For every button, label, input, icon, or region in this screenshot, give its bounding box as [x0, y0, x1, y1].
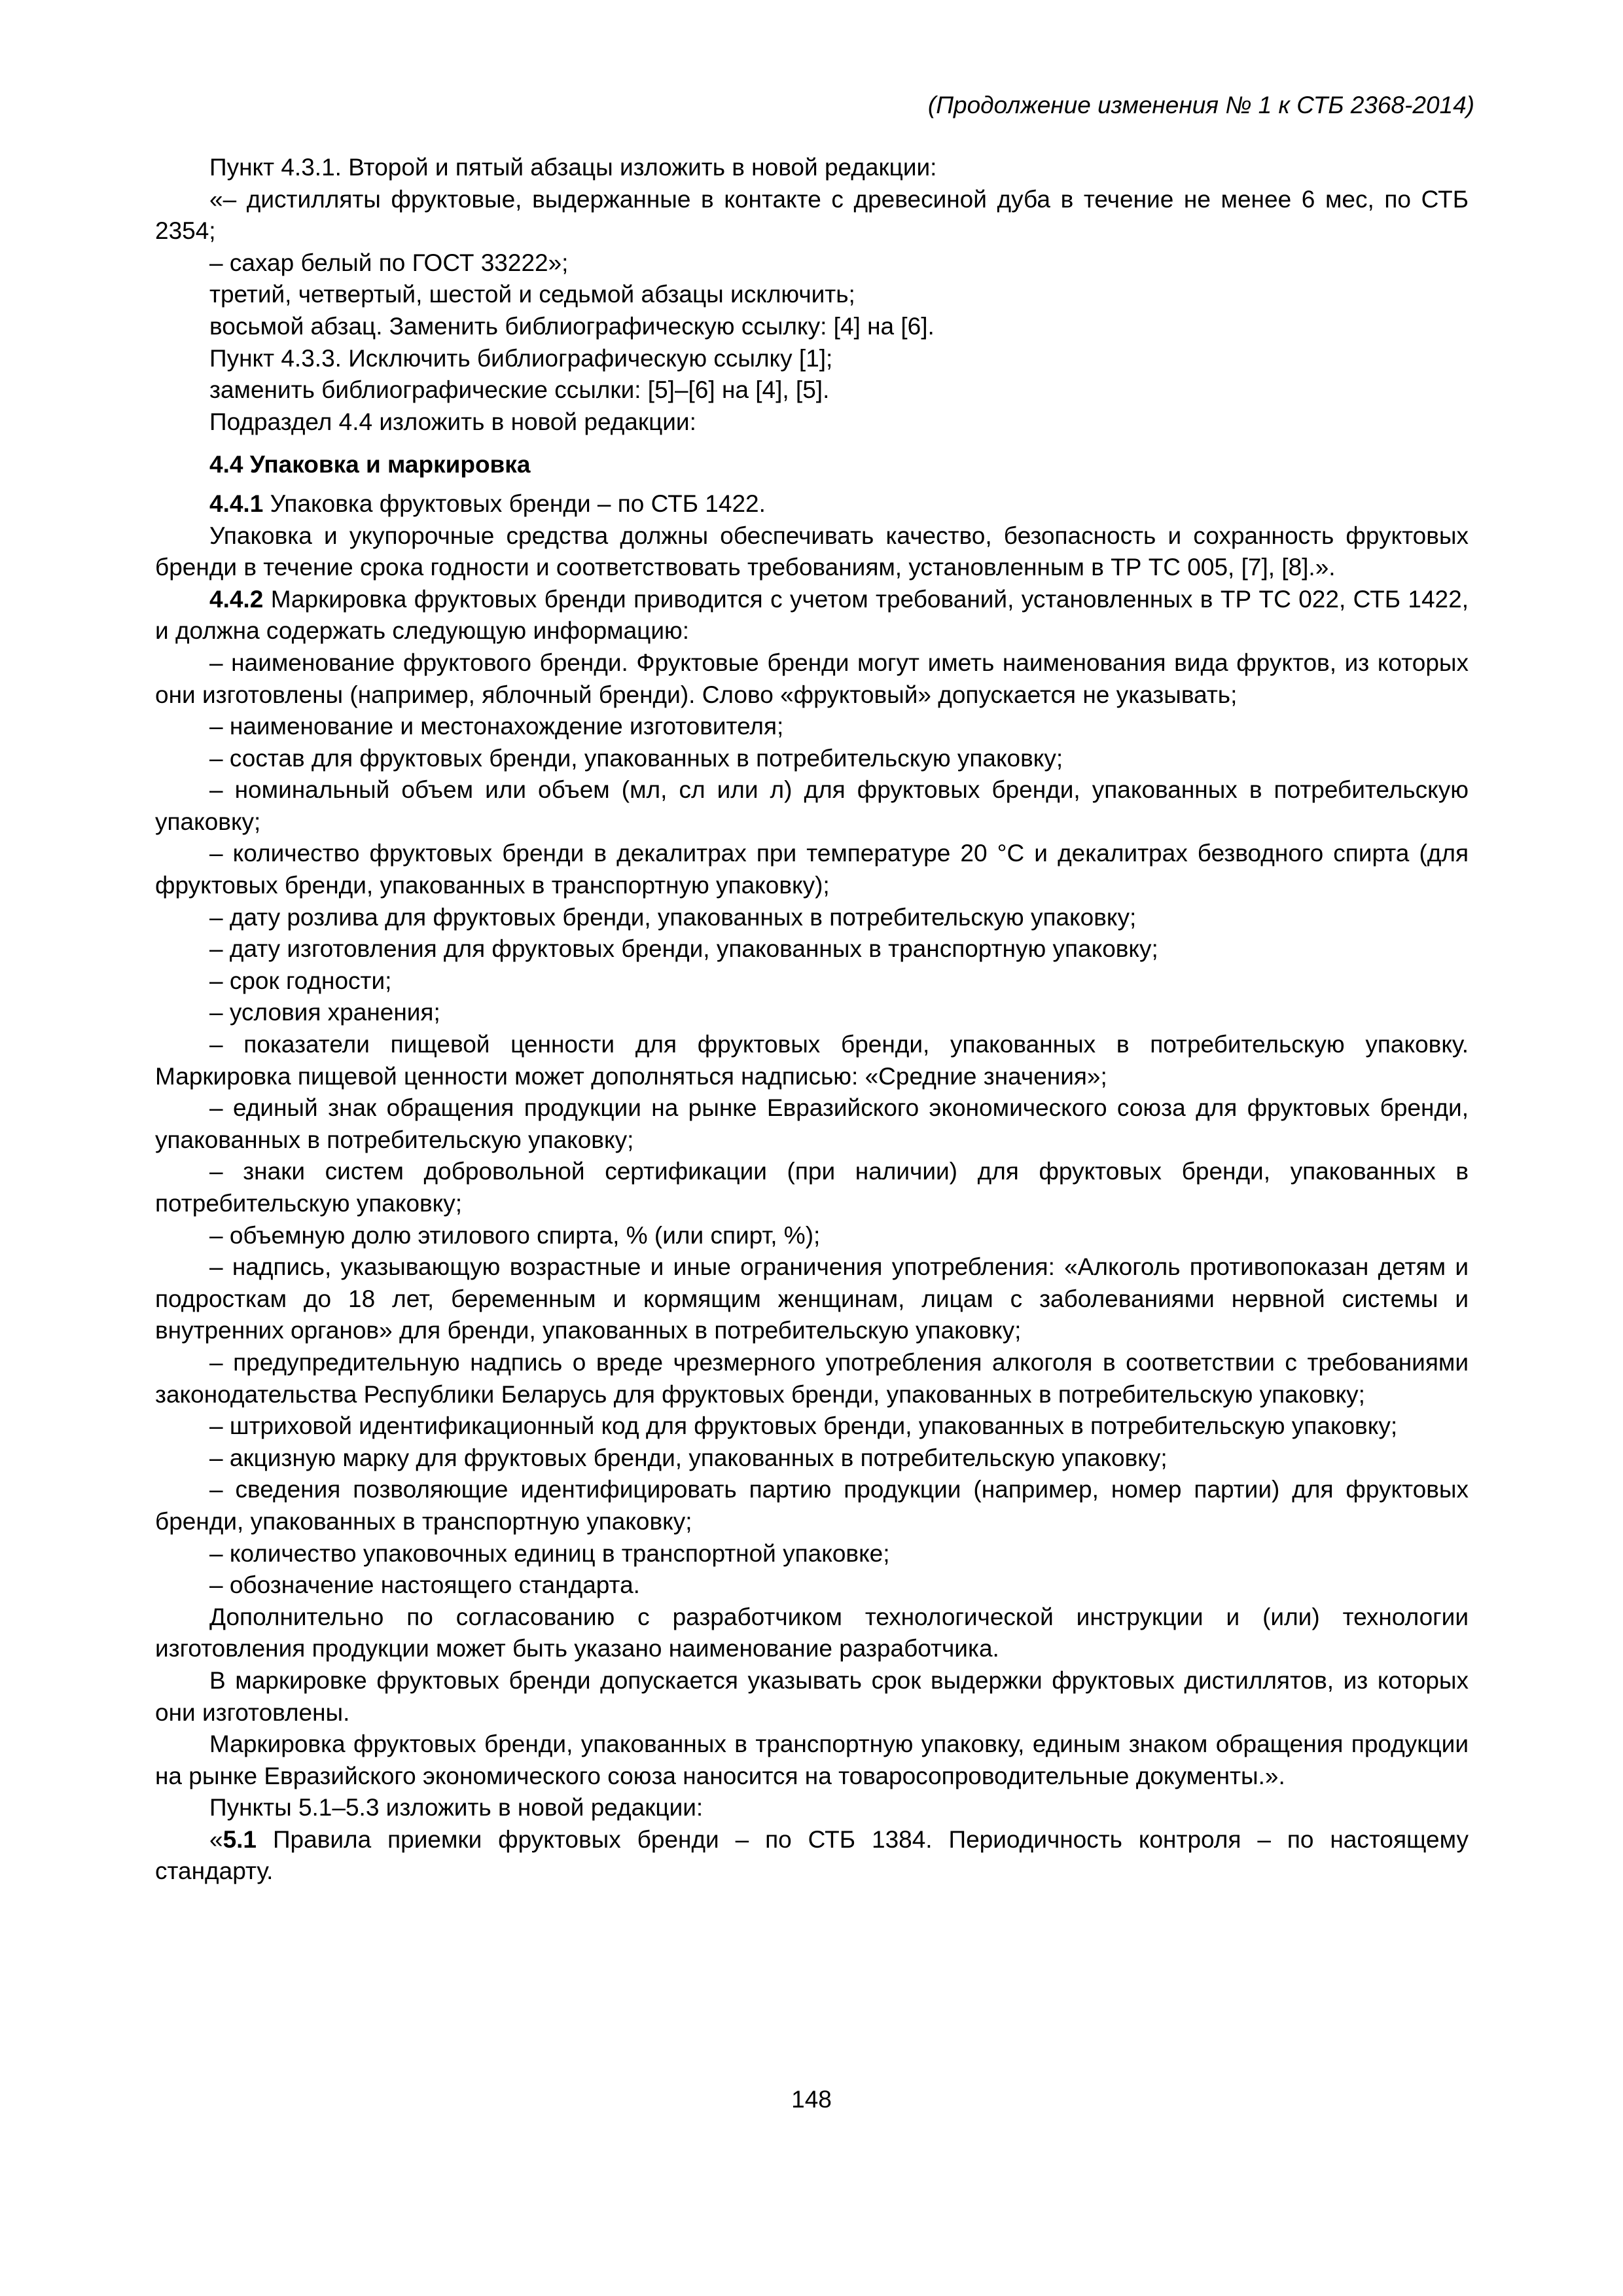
- paragraph: Маркировка фруктовых бренди, упакованных в транспортную упаковку, единым знаком обращения продукции на рынке Евразийского экономического союза наносится на товаросопроводительные документы.».: [155, 1731, 1469, 1789]
- list-item: – количество фруктовых бренди в декалитрах при температуре 20 °С и декалитрах безводного спирта (для фруктовых бренди, упакованных в транспортную упаковку);: [155, 840, 1469, 899]
- page-number: 148: [791, 2086, 832, 2113]
- paragraph: В маркировке фруктовых бренди допускается указывать срок выдержки фруктовых дистиллятов, из которых они изготовлены.: [155, 1666, 1469, 1726]
- clause-4-4-2: [155, 584, 1469, 647]
- marking-requirements-list: [155, 647, 1469, 1602]
- list-item: – показатели пищевой ценности для фруктовых бренди, упакованных в потребительскую упаковку. Маркировка пищевой ценности может дополняться надписью: «Средние значения»;: [155, 1031, 1469, 1090]
- list-item: – номинальный объем или объем (мл, сл или л) для фруктовых бренди, упакованных в потребительскую упаковку;: [155, 776, 1469, 835]
- clause-text: Упаковка фруктовых бренди – по СТБ 1422.: [263, 490, 766, 517]
- section-heading: 4.4 Упаковка и маркировка: [209, 451, 531, 478]
- list-item: – единый знак обращения продукции на рынке Евразийского экономического союза для фруктовых бренди, упакованных в потребительскую упаковку;: [155, 1094, 1469, 1153]
- paragraph: Упаковка и укупорочные средства должны обеспечивать качество, безопасность и сохранность фруктовых бренди в течение срока годности и соответствовать требованиям, установленным в ТР ТС 005, [7], [8].».: [155, 522, 1469, 581]
- list-item: – срок годности;: [209, 967, 392, 994]
- paragraph: восьмой абзац. Заменить библиографическую ссылку: [4] на [6].: [209, 312, 935, 340]
- paragraph: Подраздел 4.4 изложить в новой редакции:: [209, 408, 696, 435]
- clause-text: Маркировка фруктовых бренди приводится с учетом требований, установленных в ТР ТС 022, СТБ 1422, и должна содержать следующую информацию:: [155, 585, 1469, 645]
- list-item: – акцизную марку для фруктовых бренди, упакованных в потребительскую упаковку;: [209, 1444, 1168, 1471]
- list-item: – дату розлива для фруктовых бренди, упакованных в потребительскую упаковку;: [209, 903, 1137, 931]
- clause-number: 4.4.1: [209, 490, 264, 517]
- paragraph: «– дистилляты фруктовые, выдержанные в контакте с древесиной дуба в течение не менее 6 мес, по СТБ 2354;: [155, 185, 1469, 245]
- list-item: – штриховой идентификационный код для фруктовых бренди, упакованных в потребительскую упаковку;: [209, 1412, 1398, 1440]
- paragraph: третий, четвертый, шестой и седьмой абзацы исключить;: [209, 281, 855, 308]
- list-item: – состав для фруктовых бренди, упакованных в потребительскую упаковку;: [209, 744, 1063, 772]
- paragraph: Пункт 4.3.3. Исключить библиографическую ссылку [1];: [209, 344, 833, 372]
- list-item: – количество упаковочных единиц в транспортной упаковке;: [209, 1539, 890, 1567]
- list-item: – надпись, указывающую возрастные и иные ограничения употребления: «Алкоголь противопоказан детям и подросткам до 18 лет, беременным и кормящим женщинам, лицам с заболеваниями нервной системы и внутренних органов» для бренди, упакованных в потребительскую упаковку;: [155, 1253, 1469, 1344]
- document-body: [155, 152, 1469, 1888]
- list-item: – наименование фруктового бренди. Фруктовые бренди могут иметь наименования вида фруктов, из которых они изготовлены (например, яблочный бренди). Слово «фруктовый» допускается не указывать;: [155, 649, 1469, 708]
- list-item: – знаки систем добровольной сертификации (при наличии) для фруктовых бренди, упакованных в потребительскую упаковку;: [155, 1158, 1469, 1217]
- clause-5-1: [155, 1824, 1469, 1888]
- list-item: – обозначение настоящего стандарта.: [209, 1571, 640, 1599]
- list-item: – условия хранения;: [209, 999, 440, 1026]
- quote-mark: «: [209, 1825, 223, 1853]
- clause-text: Правила приемки фруктовых бренди – по СТБ 1384. Периодичность контроля – по настоящему стандарту.: [155, 1825, 1469, 1885]
- paragraph: Дополнительно по согласованию с разработчиком технологической инструкции и (или) технологии изготовления продукции может быть указано наименование разработчика.: [155, 1603, 1469, 1662]
- list-item: – объемную долю этилового спирта, % (или спирт, %);: [209, 1221, 821, 1249]
- list-item: – наименование и местонахождение изготовителя;: [209, 713, 784, 740]
- list-item: – предупредительную надпись о вреде чрезмерного употребления алкоголя в соответствии с требованиями законодательства Республики Беларусь для фруктовых бренди, упакованных в потребительскую упаковку;: [155, 1348, 1469, 1408]
- closing-paragraphs: [155, 1602, 1469, 1824]
- clause-number: 5.1: [223, 1825, 257, 1853]
- paragraph: Пункты 5.1–5.3 изложить в новой редакции:: [209, 1794, 704, 1821]
- list-item: – сведения позволяющие идентифицировать партию продукции (например, номер партии) для фруктовых бренди, упакованных в транспортную упаковку;: [155, 1476, 1469, 1535]
- paragraph: – сахар белый по ГОСТ 33222»;: [209, 249, 569, 276]
- clause-4-4-1: [155, 488, 1469, 520]
- list-item: – дату изготовления для фруктовых бренди, упакованных в транспортную упаковку;: [209, 935, 1158, 963]
- clause-number: 4.4.2: [209, 585, 264, 613]
- running-header: (Продолжение изменения № 1 к СТБ 2368-2014): [927, 92, 1474, 118]
- paragraph: Пункт 4.3.1. Второй и пятый абзацы изложить в новой редакции:: [209, 154, 937, 181]
- paragraph: заменить библиографические ссылки: [5]–[6] на [4], [5].: [209, 376, 830, 404]
